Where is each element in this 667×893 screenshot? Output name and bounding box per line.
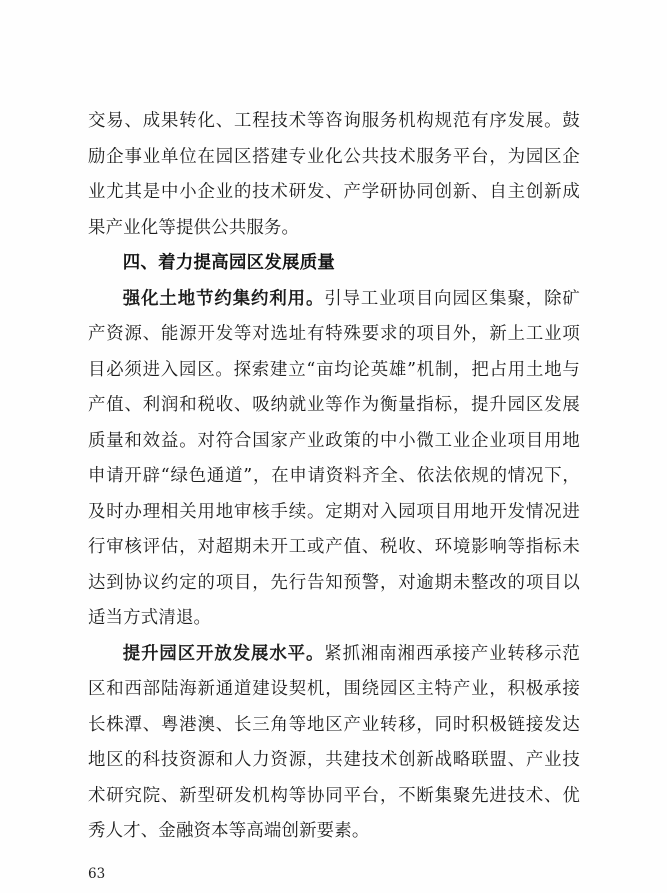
- section-heading: 四、着力提高园区发展质量: [122, 253, 336, 273]
- page-body: [88, 104, 580, 850]
- paragraph-open-development: [88, 637, 580, 850]
- paragraph-land-use-text: 引导工业项目向园区集聚，除矿产资源、能源开发等对选址有特殊要求的项目外，新上工业项目必须进入园区。探索建立“亩均论英雄”机制，把占用土地与产值、利润和税收、吸纳就业等作为衡量指标，提升园区发展质量和效益。对符合国家产业政策的中小微工业企业项目用地申请开辟“绿色通道”，在申请资料齐全、依法依规的情况下，及时办理相关用地审核手续。定期对入园项目用地开发情况进行审核评估，对超期未开工或产值、税收、环境影响等指标未达到协议约定的项目，先行告知预警，对逾期未整改的项目以适当方式清退。: [88, 288, 580, 628]
- paragraph-open-development-text: 紧抓湘南湘西承接产业转移示范区和西部陆海新通道建设契机，围绕园区主特产业，积极承接长株潭、粤港澳、长三角等地区产业转移，同时积极链接发达地区的科技资源和人力资源，共建技术创新战略联盟、产业技术研究院、新型研发机构等协同平台，不断集聚先进技术、优秀人才、金融资本等高端创新要素。: [88, 643, 580, 841]
- page-number: 63: [88, 866, 106, 882]
- paragraph-continuation: 交易、成果转化、工程技术等咨询服务机构规范有序发展。鼓励企事业单位在园区搭建专业化公共技术服务平台，为园区企业尤其是中小企业的技术研发、产学研协同创新、自主创新成果产业化等提供公共服务。: [88, 111, 580, 238]
- paragraph-open-development-lead: 提升园区开放发展水平。: [122, 643, 325, 664]
- paragraph-land-use: [88, 282, 580, 637]
- paragraph-land-use-lead: 强化土地节约集约利用。: [122, 288, 325, 309]
